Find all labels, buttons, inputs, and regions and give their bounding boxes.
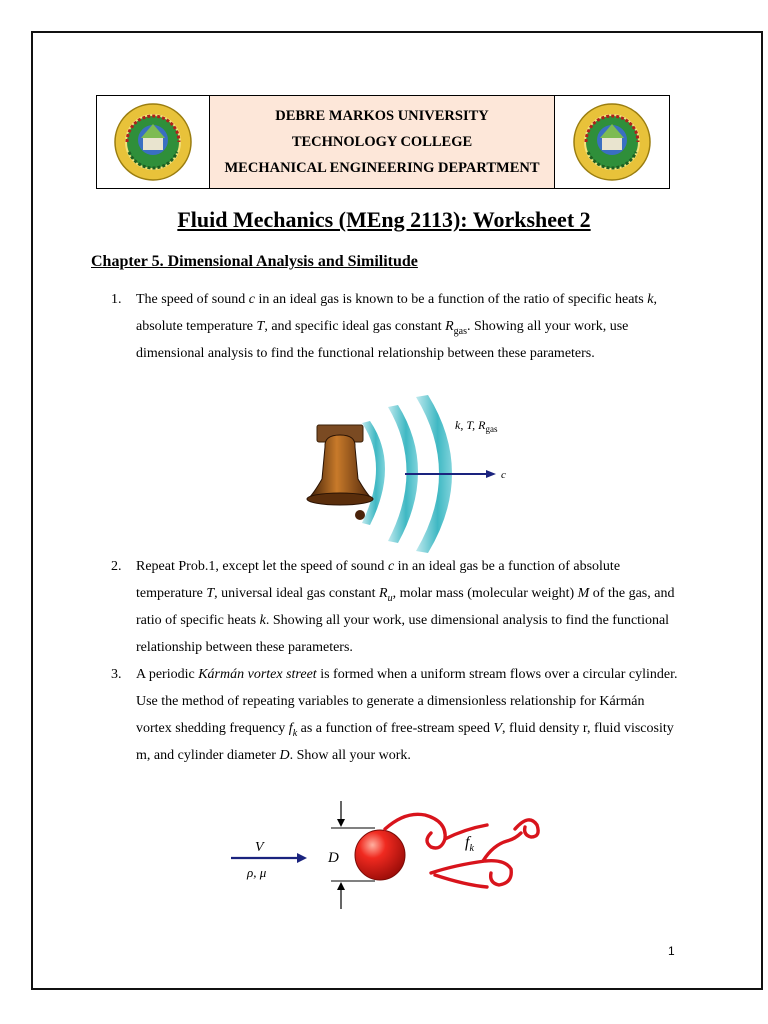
sound-wave-1 (362, 421, 385, 525)
logo-cell-left (97, 96, 210, 188)
problem-text: Repeat Prob.1, except let the speed of sound c in an ideal gas be a function of absolute temperature T, universal ideal gas constant $R_u$, molar mass (molecular weight) M of the gas, and ratio of specific heats k. Showing all your work, use dimensional analysis to find the functional relationship between these parameters. (136, 559, 675, 655)
university-name: DEBRE MARKOS UNIVERSITY (275, 108, 489, 124)
problem-number: 1. (111, 292, 122, 307)
problem-2 (111, 553, 681, 663)
fluid-properties-label: ρ, μ (247, 865, 267, 880)
problem-number: 2. (111, 559, 122, 574)
logo-cell-right (554, 96, 669, 188)
problem-1 (111, 286, 681, 396)
chapter-heading: Chapter 5. Dimensional Analysis and Similitude (91, 253, 418, 270)
velocity-label: V (255, 840, 264, 855)
college-name: TECHNOLOGY COLLEGE (291, 134, 473, 150)
bell-icon (308, 435, 372, 499)
params-label: k, T, $R_{gas}$ (455, 418, 498, 434)
header-table (96, 95, 670, 189)
vortex-street (385, 814, 538, 887)
university-name-cell (210, 96, 554, 188)
shedding-frequency-label: $f_k$ (465, 834, 474, 854)
problem-3 (111, 661, 681, 771)
speed-of-sound-label: c (501, 469, 506, 481)
sound-wave-figure (300, 395, 540, 555)
page-number: 1 (668, 944, 675, 958)
problem-text: A periodic Kármán vortex street is formed when a uniform stream flows over a circular cylinder. Use the method of repeating variables to generate a dimensionless relationship for Kármán vortex shedding frequency $f_k$ as a function of free-stream speed V, fluid density r, fluid viscosity m, and cylinder diameter D. Show all your work. (136, 667, 678, 763)
university-seal-icon (572, 102, 652, 182)
university-seal-icon (113, 102, 193, 182)
diameter-label: D (328, 850, 339, 866)
cylinder (355, 830, 405, 880)
problem-text: The speed of sound c in an ideal gas is known to be a function of the ratio of specific heats k, absolute temperature T, and specific ideal gas constant $R_{gas}$. Showing all your work, use dimensional analysis to find the functional relationship between these parameters. (136, 292, 657, 361)
problem-number: 3. (111, 667, 122, 682)
vortex-street-figure (225, 795, 555, 915)
bell-clapper (355, 510, 365, 520)
worksheet-title: Fluid Mechanics (MEng 2113): Worksheet 2 (177, 207, 591, 232)
department-name: MECHANICAL ENGINEERING DEPARTMENT (224, 160, 540, 176)
